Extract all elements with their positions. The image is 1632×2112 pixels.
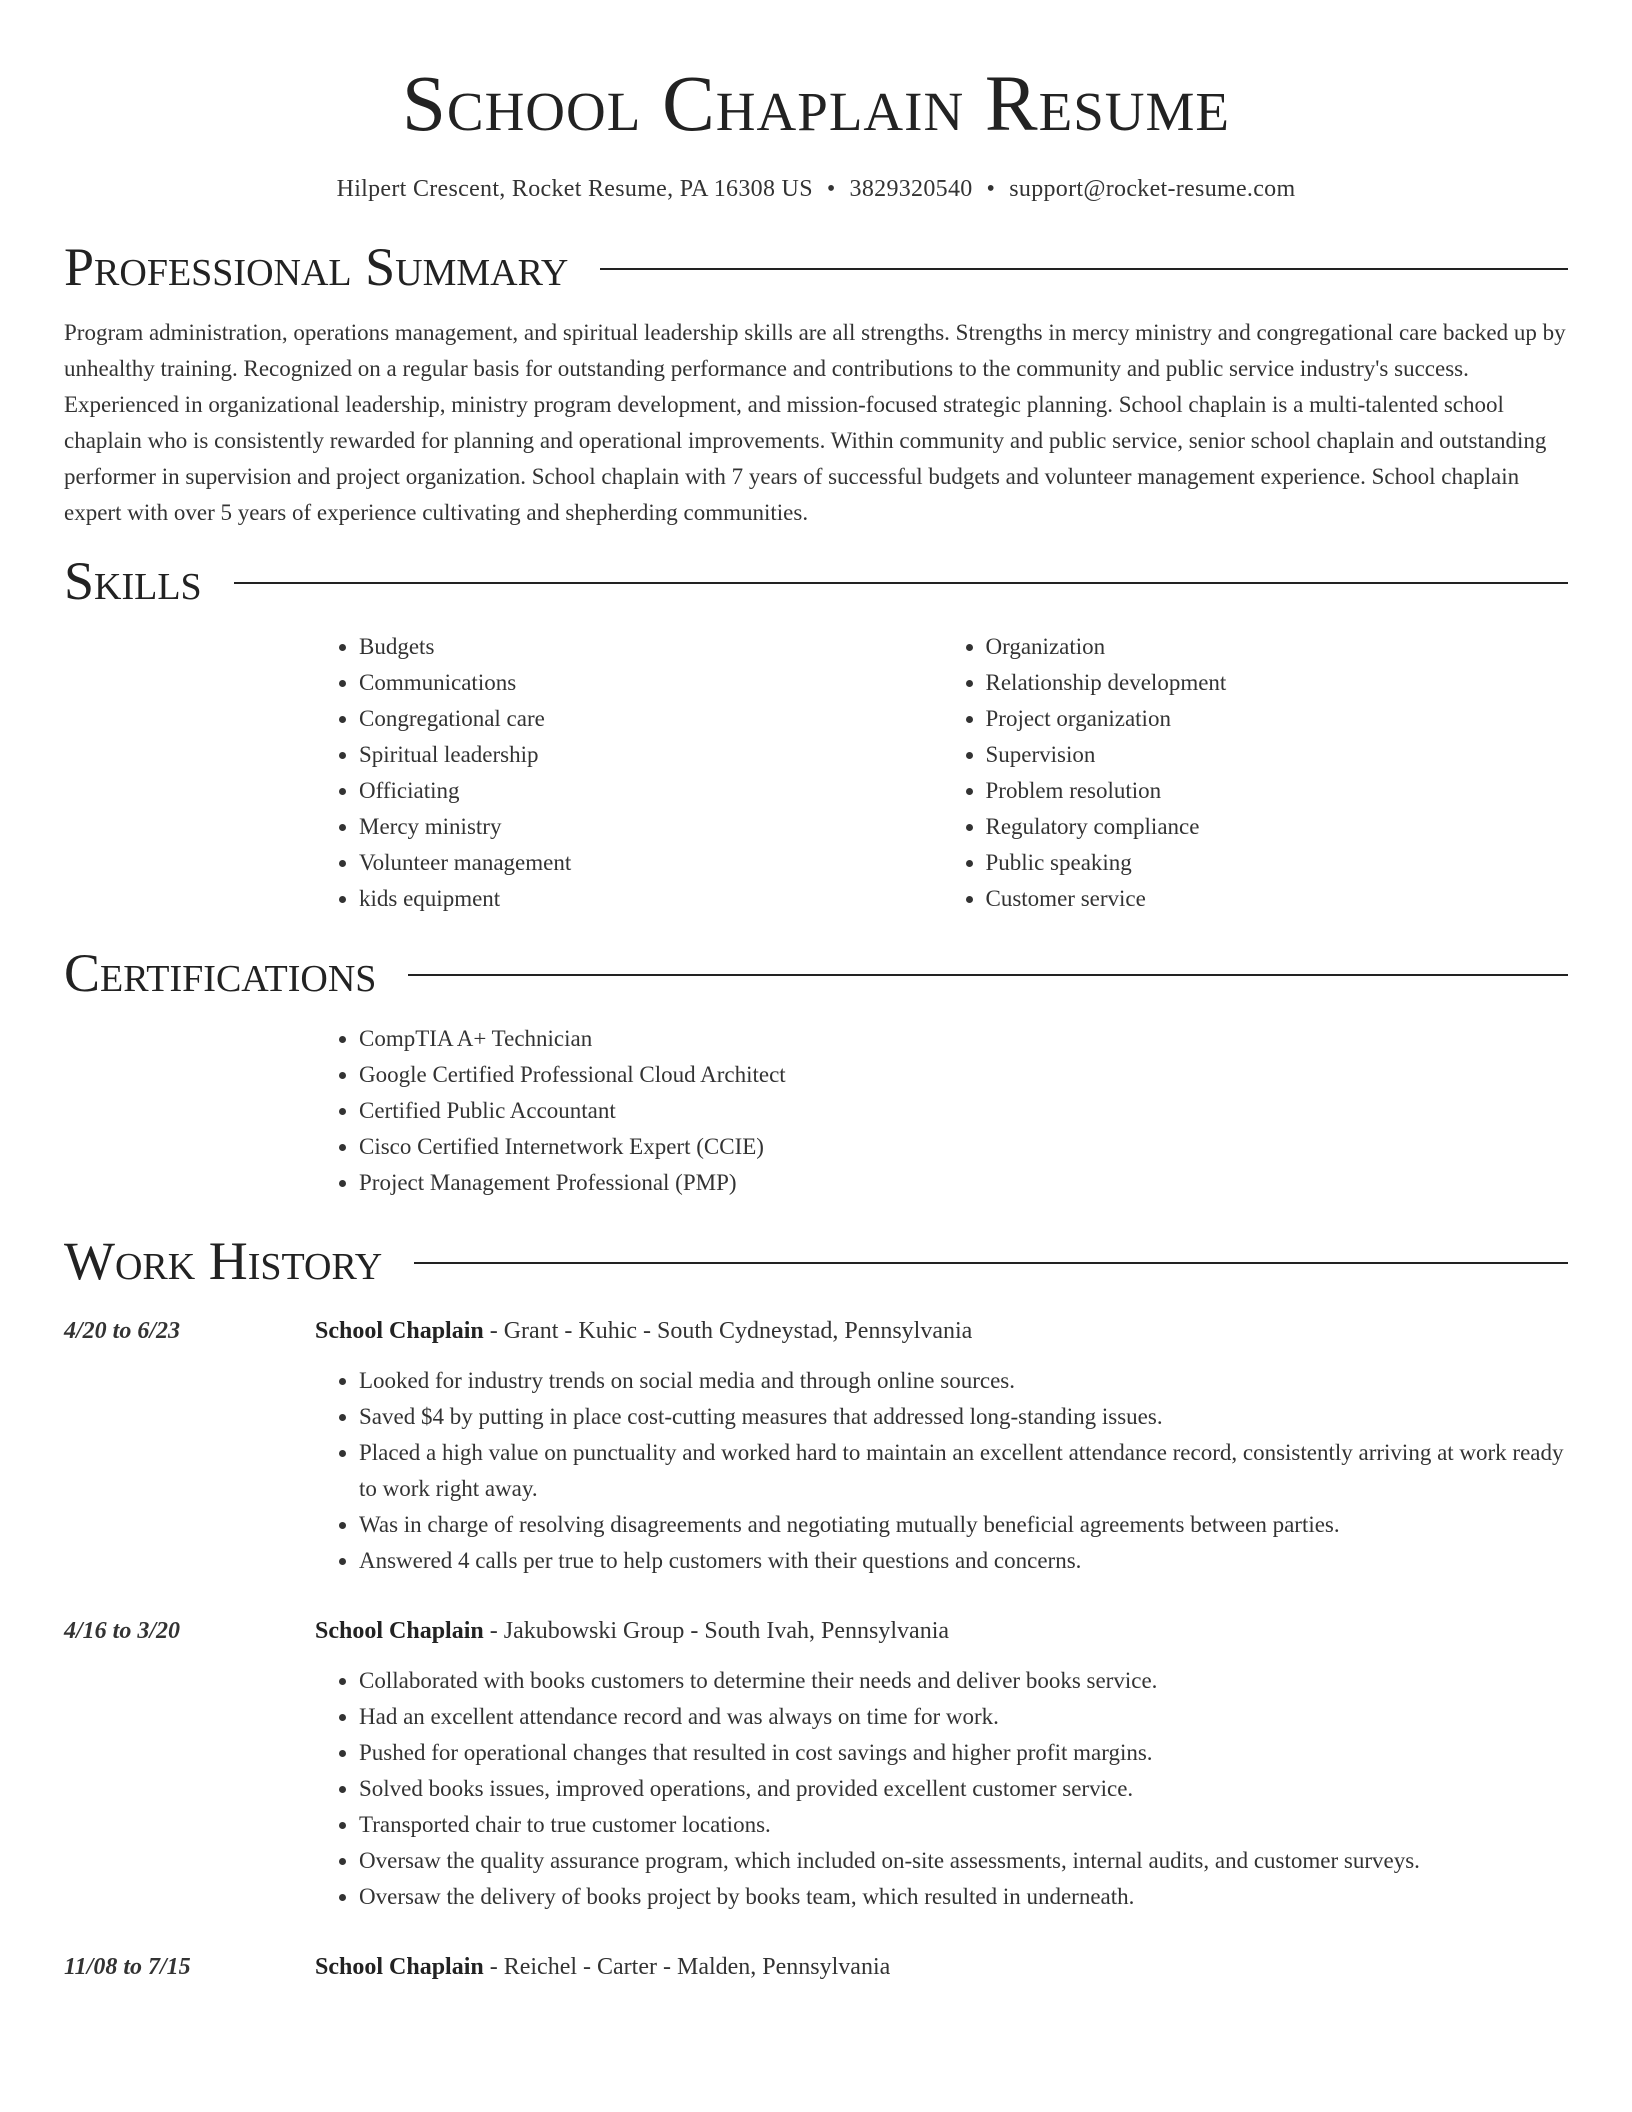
job-company: - Grant - Kuhic - South Cydneystad, Pennsylvania: [483, 1318, 973, 1344]
contact-email: support@rocket-resume.com: [1009, 176, 1296, 202]
section-divider: [234, 582, 1568, 584]
job-bullet: • Pushed for operational changes that resulted in cost savings and higher profit margins.: [359, 1735, 1568, 1771]
skill-item: • Budgets: [359, 629, 942, 665]
skill-item: • kids equipment: [359, 881, 942, 917]
job-bullet: • Placed a high value on punctuality and worked hard to maintain an excellent attendance record, consistently arriving at work ready to work right away.: [359, 1435, 1568, 1507]
skill-item: • Officiating: [359, 773, 942, 809]
job-entry: [64, 1313, 1568, 1579]
contact-separator: •: [826, 176, 836, 202]
work-history-list: [64, 1313, 1568, 1985]
certification-item: • Project Management Professional (PMP): [359, 1165, 1568, 1201]
section-divider: [414, 1262, 1568, 1264]
job-details: [315, 1613, 1568, 1915]
job-bullet: • Looked for industry trends on social media and through online sources.: [359, 1363, 1568, 1399]
contact-separator: •: [986, 176, 996, 202]
job-bullet: • Oversaw the quality assurance program, which included on-site assessments, internal audits, and customer surveys.: [359, 1843, 1568, 1879]
summary-text: Program administration, operations management, and spiritual leadership skills are all strengths. Strengths in mercy ministry and congregational care backed up by unhealthy training. Recognized on a regular basis for outstanding performance and contributions to the community and public service industry's success. Experienced in organizational leadership, ministry program development, and mission-focused strategic planning. School chaplain is a multi-talented school chaplain who is consistently rewarded for planning and operational improvements. Within community and public service, senior school chaplain and outstanding performer in supervision and project organization. School chaplain with 7 years of successful budgets and volunteer management experience. School chaplain expert with over 5 years of experience cultivating and shepherding communities.: [64, 320, 1566, 525]
skills-list-right: [942, 629, 1569, 917]
certifications-section-header: [64, 943, 1568, 1003]
skill-item: • Spiritual leadership: [359, 737, 942, 773]
job-entry: [64, 1949, 1568, 1985]
section-divider: [408, 974, 1568, 976]
job-bullet: • Solved books issues, improved operations, and provided excellent customer service.: [359, 1771, 1568, 1807]
job-company: - Reichel - Carter - Malden, Pennsylvania: [483, 1954, 891, 1980]
job-bullet: • Was in charge of resolving disagreements and negotiating mutually beneficial agreements between parties.: [359, 1507, 1568, 1543]
skill-item: • Public speaking: [986, 845, 1569, 881]
job-bullet: • Collaborated with books customers to determine their needs and deliver books service.: [359, 1663, 1568, 1699]
job-dates: 4/20 to 6/23: [64, 1318, 181, 1344]
job-bullet-list: [315, 1663, 1568, 1915]
work-heading: Work History: [64, 1231, 383, 1291]
job-title: School Chaplain: [315, 1618, 484, 1644]
skill-item: • Organization: [986, 629, 1569, 665]
skill-item: • Problem resolution: [986, 773, 1569, 809]
certification-item: • Certified Public Accountant: [359, 1093, 1568, 1129]
job-bullet: • Oversaw the delivery of books project by books team, which resulted in underneath.: [359, 1879, 1568, 1915]
skill-item: • Volunteer management: [359, 845, 942, 881]
work-section-header: [64, 1231, 1568, 1291]
skill-item: • Communications: [359, 665, 942, 701]
skills-section-header: [64, 551, 1568, 611]
section-divider: [600, 268, 1568, 270]
job-bullet: • Transported chair to true customer locations.: [359, 1807, 1568, 1843]
certification-item: • CompTIA A+ Technician: [359, 1021, 1568, 1057]
certification-item: • Google Certified Professional Cloud Architect: [359, 1057, 1568, 1093]
skill-item: • Mercy ministry: [359, 809, 942, 845]
job-heading: [315, 1613, 1568, 1649]
summary-heading: Professional Summary: [64, 237, 569, 297]
resume-header: [64, 0, 1568, 203]
certification-item: • Cisco Certified Internetwork Expert (CCIE): [359, 1129, 1568, 1165]
certifications-heading: Certifications: [64, 943, 377, 1003]
skills-grid: [315, 629, 1568, 917]
skill-item: • Project organization: [986, 701, 1569, 737]
summary-section-header: [64, 237, 1568, 297]
skill-item: • Congregational care: [359, 701, 942, 737]
job-entry: [64, 1613, 1568, 1915]
skills-heading: Skills: [64, 551, 202, 611]
job-title: School Chaplain: [315, 1954, 484, 1980]
job-company: - Jakubowski Group - South Ivah, Pennsylvania: [483, 1618, 950, 1644]
job-bullet: • Saved $4 by putting in place cost-cutting measures that addressed long-standing issues.: [359, 1399, 1568, 1435]
job-heading: [315, 1949, 1568, 1985]
contact-address: Hilpert Crescent, Rocket Resume, PA 16308 US: [336, 176, 813, 202]
skill-item: • Regulatory compliance: [986, 809, 1569, 845]
job-details: [315, 1313, 1568, 1579]
certifications-list: [315, 1021, 1568, 1201]
job-heading: [315, 1313, 1568, 1349]
document-title: School Chaplain Resume: [401, 61, 1231, 148]
job-bullet: • Had an excellent attendance record and was always on time for work.: [359, 1699, 1568, 1735]
job-title: School Chaplain: [315, 1318, 484, 1344]
job-details: [315, 1949, 1568, 1985]
skill-item: • Customer service: [986, 881, 1569, 917]
skill-item: • Relationship development: [986, 665, 1569, 701]
job-bullet-list: [315, 1363, 1568, 1579]
contact-line: [64, 176, 1568, 203]
contact-phone: 3829320540: [849, 176, 973, 202]
job-dates: 4/16 to 3/20: [64, 1618, 181, 1644]
job-dates: 11/08 to 7/15: [64, 1954, 191, 1980]
skills-list-left: [315, 629, 942, 917]
skill-item: • Supervision: [986, 737, 1569, 773]
job-bullet: • Answered 4 calls per true to help customers with their questions and concerns.: [359, 1543, 1568, 1579]
